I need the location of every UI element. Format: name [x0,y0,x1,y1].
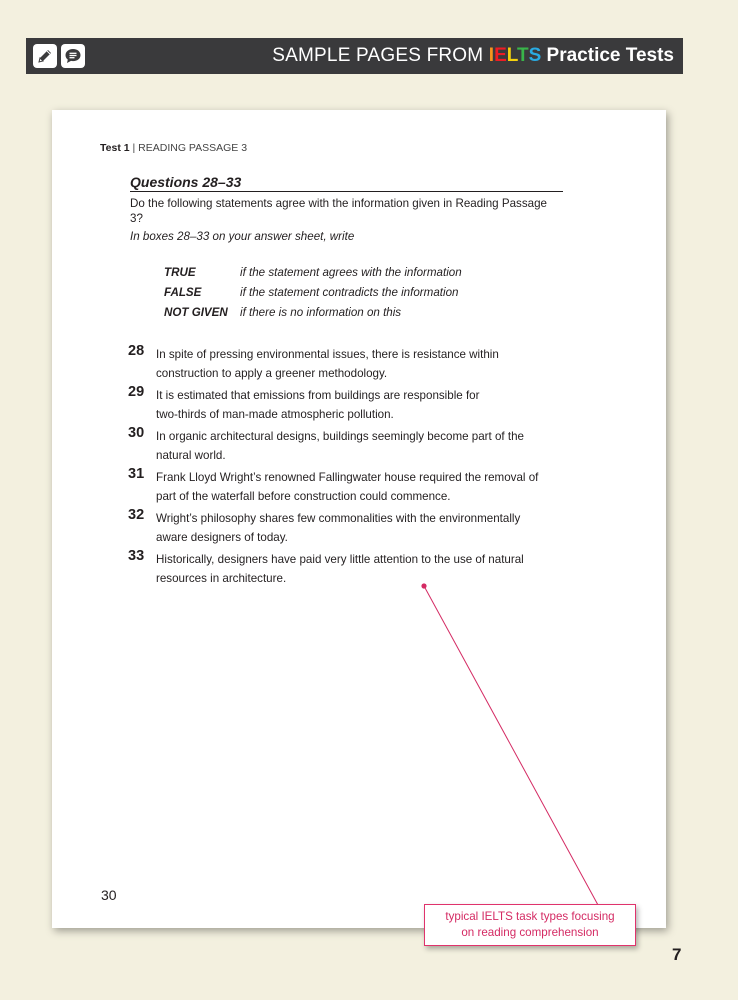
question-text-line: Wright’s philosophy shares few commonalities with the environmentally [156,512,521,525]
question-text-line: It is estimated that emissions from buildings are responsible for [156,389,480,402]
question-text-line: construction to apply a greener methodology. [156,367,388,380]
key-term: NOT GIVEN [164,306,228,319]
key-description: if there is no information on this [240,306,402,319]
annotation-line: on reading comprehension [461,926,599,939]
brand-letter: L [506,45,517,66]
running-head-test: Test 1 [100,142,130,154]
question-text-line: In spite of pressing environmental issues, there is resistance within [156,348,499,361]
instruction-answer-sheet: In boxes 28–33 on your answer sheet, write [130,230,355,243]
key-term: FALSE [164,286,202,299]
callout-dot [421,583,426,588]
questions-heading: Questions 28–33 [130,174,563,192]
running-head-section: READING PASSAGE 3 [138,142,248,154]
question-text-line: natural world. [156,449,226,462]
question-number: 32 [128,507,145,523]
question-number: 29 [128,384,145,400]
question-number: 31 [128,466,145,482]
key-description: if the statement agrees with the information [240,266,462,279]
brand-letter: S [528,45,542,66]
annotation-box [424,904,636,946]
running-head-separator: | [129,142,139,154]
brand-letter: T [516,45,529,66]
page-number: 30 [101,887,117,903]
question-text-line: aware designers of today. [156,531,288,544]
key-term: TRUE [164,266,196,279]
question-text-line: Frank Lloyd Wright’s renowned Fallingwater house required the removal of [156,471,539,484]
banner-sample-text: SAMPLE PAGES FROM [272,45,489,66]
question-number: 30 [128,425,145,441]
question-text-line: part of the waterfall before construction could commence. [156,490,451,503]
brand-letter: E [494,45,507,66]
question-text-line: Historically, designers have paid very little attention to the use of natural [156,553,524,566]
question-number: 33 [128,548,145,564]
question-text-line: In organic architectural designs, buildings seemingly become part of the [156,430,524,443]
question-number: 28 [128,343,145,359]
question-text-line: resources in architecture. [156,572,287,585]
question-text-line: two-thirds of man-made atmospheric pollution. [156,408,394,421]
annotation-line: typical IELTS task types focusing [445,910,615,923]
brand-letter: I [488,45,495,66]
banner-practice-text: Practice Tests [541,45,674,66]
outer-page-number: 7 [672,945,682,964]
instruction-text: Do the following statements agree with the information given in Reading Passage 3? [130,197,547,225]
key-description: if the statement contradicts the information [240,286,459,299]
